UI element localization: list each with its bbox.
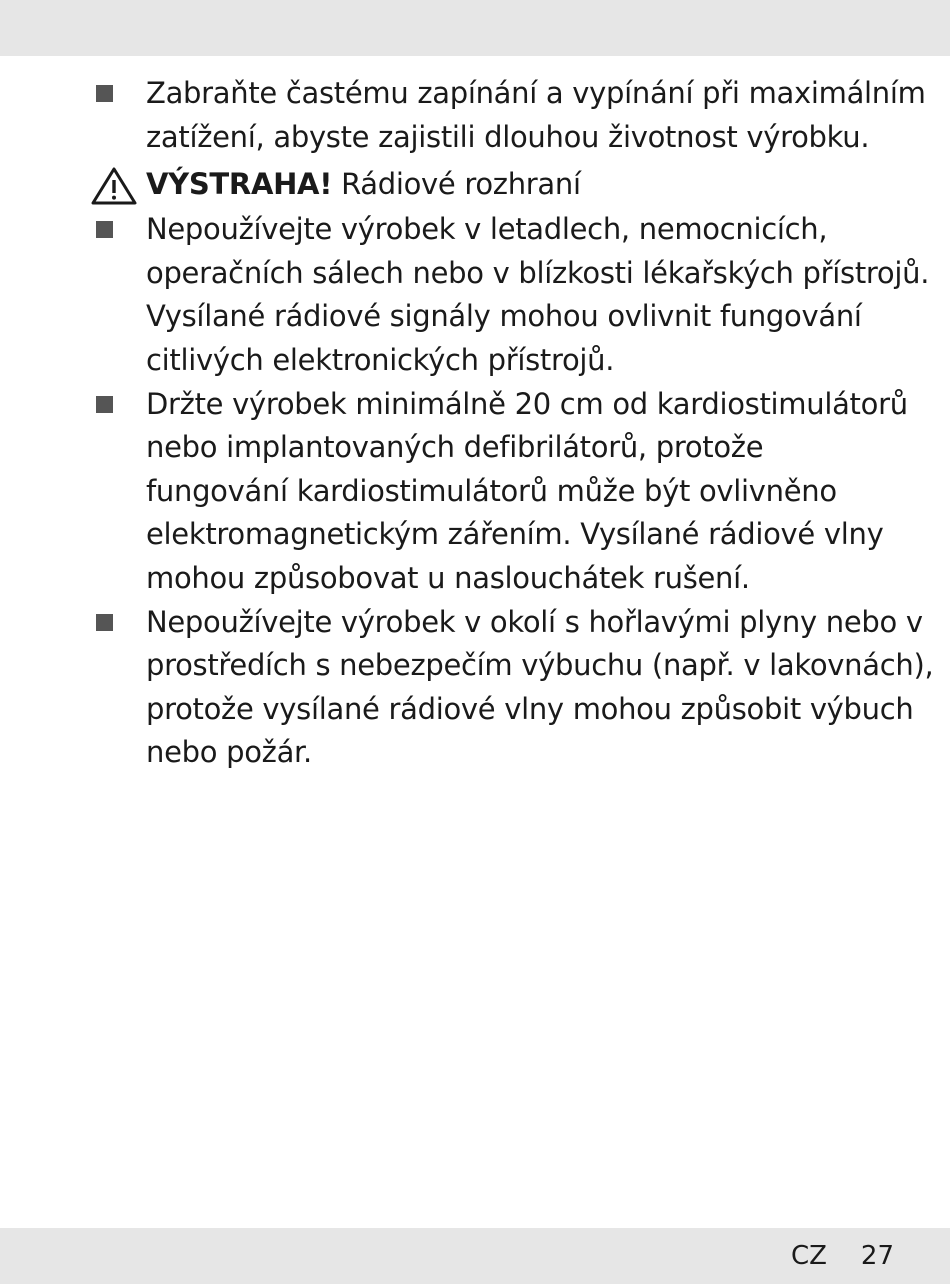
page-number: 27 xyxy=(860,1241,894,1271)
text-line: Držte výrobek minimálně 20 cm od kardiostimulátorů xyxy=(146,386,908,421)
intro-bullet-text xyxy=(146,72,926,159)
warning-title xyxy=(146,164,581,204)
warning-label: VÝSTRAHA! xyxy=(146,167,333,202)
warning-triangle-icon xyxy=(90,166,138,206)
warning-heading xyxy=(0,164,950,207)
text-line: zatížení, abyste zajistili dlouhou životnost výrobku. xyxy=(146,119,870,154)
bullet-square-icon xyxy=(96,85,113,102)
page-footer xyxy=(791,1240,894,1272)
text-line: Zabraňte častému zapínání a vypínání při maximálním xyxy=(146,76,926,110)
text-line: operačních sálech nebo v blízkosti lékařských přístrojů. xyxy=(146,255,930,290)
header-band xyxy=(0,0,950,56)
list-item xyxy=(0,208,950,382)
bullet-square-icon xyxy=(96,221,113,238)
list-item-text xyxy=(146,208,930,382)
intro-bullet-item xyxy=(0,72,950,159)
list-item-text xyxy=(146,383,906,601)
list-item-text xyxy=(146,601,934,775)
text-line: mohou způsobovat u naslouchátek rušení. xyxy=(146,560,750,595)
text-line: Vysílané rádiové signály mohou ovlivnit fungování xyxy=(146,299,862,334)
text-line: fungování kardiostimulátorů může být ovlivněno xyxy=(146,473,837,508)
warning-subtitle: Rádiové rozhraní xyxy=(341,167,581,202)
text-line: Nepoužívejte výrobek v letadlech, nemocnicích, xyxy=(146,212,828,247)
page-content xyxy=(0,72,950,775)
language-code: CZ xyxy=(790,1241,827,1271)
bullet-square-icon xyxy=(96,396,113,413)
text-line: nebo požár. xyxy=(146,735,312,770)
bullet-square-icon xyxy=(96,614,113,631)
text-line: protože vysílané rádiové vlny mohou způsobit výbuch xyxy=(146,691,914,726)
text-line: citlivých elektronických přístrojů. xyxy=(146,342,615,377)
text-line: nebo implantovaných defibrilátorů, protože xyxy=(146,430,764,465)
text-line: elektromagnetickým zářením. Vysílané rádiové vlny xyxy=(146,517,884,552)
list-item xyxy=(0,601,950,775)
text-line: Nepoužívejte výrobek v okolí s hořlavými plyny nebo v xyxy=(146,604,923,639)
list-item xyxy=(0,383,950,601)
text-line: prostředích s nebezpečím výbuchu (např. v lakovnách), xyxy=(146,648,934,683)
